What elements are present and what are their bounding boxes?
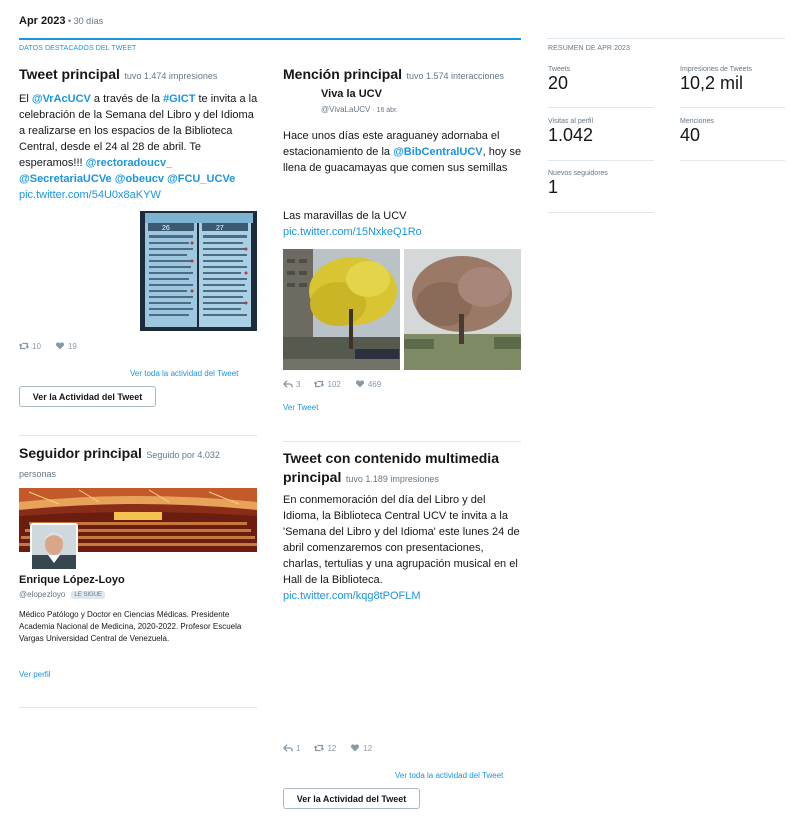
heart-icon — [350, 743, 360, 753]
top-media-activity-button[interactable]: Ver la Actividad del Tweet — [283, 788, 420, 809]
summary-divider — [548, 160, 654, 161]
summary-profile-visits — [548, 118, 654, 146]
follower-handle-row — [19, 590, 105, 599]
summary-rule — [547, 38, 785, 39]
pic-link[interactable]: pic.twitter.com/kqg8tPOFLM — [283, 590, 421, 602]
summary-divider — [680, 160, 785, 161]
like-stat — [355, 379, 381, 389]
calendar-poster-graphic — [140, 211, 257, 331]
summary-impressions-value: 10,2 mil — [680, 73, 744, 93]
top-media-text — [283, 492, 523, 604]
author-avatar-graphic — [283, 86, 315, 118]
retweet-count: 102 — [327, 379, 341, 389]
mention-image-bare-tree[interactable] — [404, 249, 521, 370]
retweet-count: 12 — [327, 743, 337, 753]
top-media-subtitle: tuvo 1.189 impresiones — [345, 474, 439, 484]
retweet-stat — [19, 341, 41, 351]
summary-impressions-label: Impresiones de Tweets — [680, 66, 752, 73]
mention-author-name[interactable]: Viva la UCV — [321, 88, 382, 100]
follower-handle: @elopezloyo — [19, 590, 66, 599]
reply-count: 3 — [296, 379, 301, 389]
top-tweet-text — [19, 91, 259, 203]
svg-text:26: 26 — [162, 225, 170, 232]
view-profile-link[interactable]: Ver perfil — [19, 670, 51, 679]
summary-mentions-label: Menciones — [680, 118, 714, 125]
top-mention-title: Mención principal — [283, 66, 403, 82]
summary-impressions — [680, 66, 786, 94]
tweet-text-segment: a través de la — [90, 93, 164, 105]
avatar[interactable] — [30, 523, 78, 571]
retweet-icon — [314, 743, 324, 753]
follower-name[interactable]: Enrique López-Loyo — [19, 574, 125, 586]
summary-divider — [548, 212, 654, 213]
mention-link[interactable]: #GICT — [163, 93, 196, 105]
top-mention-subtitle: tuvo 1.574 interacciones — [406, 71, 505, 81]
tweet-text-segment: El — [19, 93, 32, 105]
mention-link[interactable]: @SecretariaUCVe — [19, 173, 112, 185]
like-count: 12 — [363, 743, 373, 753]
month-header — [19, 15, 103, 27]
top-mention-header — [283, 65, 523, 85]
calendar-poster-image[interactable] — [140, 211, 257, 331]
mention-text-line2: Las maravillas de la UCV — [283, 210, 407, 222]
summary-mentions — [680, 118, 786, 146]
top-tweet-view-all-link[interactable]: Ver toda la actividad del Tweet — [130, 369, 239, 378]
mention-pic-link[interactable]: pic.twitter.com/15NxkeQ1Ro — [283, 226, 422, 238]
month-label: Apr 2023 — [19, 15, 66, 27]
retweet-icon — [314, 379, 324, 389]
tweet-text-segment: Hace unos días este araguaney adornaba el estacionamiento de la — [283, 130, 500, 158]
separator: • — [65, 16, 74, 26]
summary-tweets-label: Tweets — [548, 66, 571, 73]
avatar-photo — [32, 525, 76, 569]
follower-bio: Médico Patólogo y Doctor en Ciencias Médicas. Presidente Academia Nacional de Medicina, 2020-2022. Profesor Escuela Vargas Universidad Central de Venezuela. — [19, 610, 242, 643]
top-follower-title: Seguidor principal — [19, 445, 142, 461]
mention-author-avatar[interactable] — [283, 86, 315, 118]
summary-new-followers-value: 1 — [548, 177, 559, 197]
heart-icon — [55, 341, 65, 351]
top-media-title: Tweet con contenido multimedia principal — [283, 450, 499, 485]
view-tweet-link[interactable]: Ver Tweet — [283, 403, 319, 412]
top-tweet-stats — [19, 341, 77, 351]
summary-mentions-value: 40 — [680, 125, 701, 145]
summary-profile-visits-label: Visitas al perfil — [548, 118, 594, 125]
reply-icon — [283, 743, 293, 753]
mention-date: · 16 abr. — [370, 107, 398, 114]
retweet-icon — [19, 341, 29, 351]
tweet-text-segment: te invita a la celebración de la Semana del Libro y del Idioma a realizarse en los espacios de la Biblioteca Central, desde el 24 al 28 de abril. Te esperamos!!! — [19, 93, 258, 169]
tweet-text-segment: En conmemoración del día del Libro y del Idioma, la Biblioteca Central UCV te invita a la 'Semana del Libro y del Idioma' este lunes 24 de abril comenzaremos con presentaciones, charlas, tertulias y una agrupación musical en el Hall de la Biblioteca. — [283, 494, 520, 586]
summary-profile-visits-value: 1.042 — [548, 125, 594, 145]
retweet-count: 10 — [32, 341, 41, 351]
top-media-header — [283, 449, 521, 488]
mention-link[interactable]: @BibCentralUCV — [393, 146, 483, 158]
reply-stat — [283, 743, 300, 753]
mention-author-meta — [321, 105, 398, 114]
highlights-label: DATOS DESTACADOS DEL TWEET — [19, 45, 137, 52]
follower-divider — [19, 707, 257, 708]
mention-link[interactable]: @rectoradoucv_ — [85, 157, 173, 169]
like-count: 469 — [367, 379, 382, 389]
summary-divider — [680, 107, 785, 108]
mention-link[interactable]: @VrAcUCV — [31, 93, 91, 105]
top-tweet-activity-button[interactable]: Ver la Actividad del Tweet — [19, 386, 156, 407]
summary-tweets-value: 20 — [548, 73, 569, 93]
top-media-stats — [283, 743, 372, 753]
reply-count: 1 — [296, 743, 301, 753]
mention-stats — [283, 379, 381, 389]
top-tweet-card — [19, 65, 259, 203]
top-follower-header — [19, 444, 259, 483]
mention-author-handle: @VivaLaUCV — [321, 105, 371, 114]
mention-divider — [283, 441, 521, 442]
summary-new-followers — [548, 170, 654, 198]
mention-image-yellow-tree[interactable] — [283, 249, 400, 370]
svg-text:27: 27 — [216, 225, 224, 232]
summary-new-followers-label: Nuevos seguidores — [548, 170, 608, 177]
top-tweet-title: Tweet principal — [19, 66, 120, 82]
retweet-stat — [314, 379, 340, 389]
tweet-text-segment: , hoy se llena de guacamayas que comen sus semillas — [283, 146, 522, 174]
reply-stat — [283, 379, 300, 389]
summary-divider — [548, 107, 654, 108]
bare-tree-photo — [404, 249, 521, 370]
follows-you-badge: LE SIGUE — [71, 591, 105, 599]
yellow-tree-photo — [283, 249, 400, 370]
top-tweet-subtitle: tuvo 1.474 impresiones — [124, 71, 218, 81]
top-follower-subtitle: Seguido por 4.032 personas — [19, 450, 220, 479]
like-stat — [350, 743, 372, 753]
mention-link[interactable]: @FCU_UCVe — [167, 173, 236, 185]
summary-label: RESUMEN DE APR 2023 — [548, 45, 631, 52]
retweet-stat — [314, 743, 336, 753]
summary-tweets — [548, 66, 654, 94]
days-label: 30 días — [73, 16, 104, 26]
mention-text — [283, 128, 523, 176]
like-count: 19 — [67, 341, 77, 351]
reply-icon — [283, 379, 293, 389]
highlights-rule — [19, 38, 521, 40]
heart-icon — [355, 379, 365, 389]
mention-link[interactable]: @obeucv — [114, 173, 164, 185]
top-tweet-divider — [19, 435, 257, 436]
like-stat — [55, 341, 77, 351]
top-media-view-all-link[interactable]: Ver toda la actividad del Tweet — [395, 771, 504, 780]
pic-link[interactable]: pic.twitter.com/54U0x8aKYW — [19, 189, 161, 201]
